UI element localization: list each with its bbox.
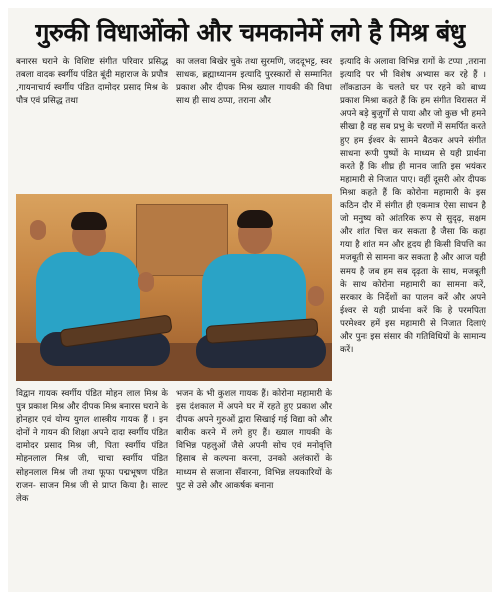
column-1-top-text: बनारस घराने के विशिष्ट संगीत परिवार प्रसिद्ध तबला वादक स्वर्गीय पंडित बूंदी महाराज के प्रपौत्र ,गायनाचार्य स्वर्गीय पंडित दामोदर प्रसाद मिश्र के पौत्र एवं प्रसिद्ध तथा (16, 57, 168, 107)
column-2-top-text: का जलवा बिखेर चुके तथा सुरमणि, जददूभट्ट, स्वर साधक, ब्रह्माध्यानम इत्यादि पुरस्कारों से सम्मानित प्रकाश और दीपक मिश्र ख्याल गायकी की विधा साथ ही साथ ठप्पा, तराना और (176, 57, 332, 107)
column-3-text: इत्यादि के अलावा विभिन्न रागों के टप्पा ,तराना इत्यादि पर भी विशेष अभ्यास कर रहे हैं । लॉकडाउन के चलते घर पर रहने को बाध्य प्रकाश मिश्रा कहते हैं कि हम संगीत विरासत में अपने बड़े बुजुर्गों से पाया और जो कुछ भी हमने सीखा है वह सब प्रभु के चरणों में समर्पित करते हुए हम ईश्वर के सामने बैठकर अपने संगीत साधना रूपी पुष्पों के माध्यम से यही प्रार्थना करते हैं कि शीघ्र ही मानव जाति इस भयंकर महामारी से निजात पाए। वहीं दूसरी ओर दीपक मिश्रा कहते हैं कि कोरोना महामारी के इस कठिन दौर में संगीत ही एकमात्र ऐसा साधन है जो मनुष्य को आंतरिक रूप से सुदृढ़, सक्षम और शांत चित्त कर सकता है जैसा कि कहा गया है शांत मन और हृदय ही किसी विपत्ति का मजबूती से सामना कर सकता है और आज यही समय है जब हम सब दृढ़ता के साथ, मजबूती के साथ कोरोना महामारी का सामना करें, सरकार के निर्देशों का पालन करें और अपने ईश्वर से यही प्रार्थना करें कि हे परमपिता परमेश्वर हमें इस महामारी से निजात दिलाएं और पुनः इस संसार की गतिविधियों के सामान्य करें। (340, 57, 486, 356)
singers-photo (16, 194, 332, 381)
newspaper-clipping (8, 8, 492, 592)
column-2-bottom-text: भजन के भी कुशल गायक हैं। कोरोना महामारी के इस दंशकाल में अपने घर में रहते हुए प्रकाश और दीपक अपने गुरुओं द्वारा सिखाई गई विद्या को और बारीक करने में लगे हुए हैं। ख्याल गायकी के विभिन्न पहलुओं जैसे अपनी सोच एवं मनोवृत्ति हिसाब से कल्पना करना, उनको अलंकारों के माध्यम से सजाना सँवारना, विभिन्न लयकारियों के पुट से उसे और आकर्षक बनाना (176, 389, 332, 491)
column-1-bottom-text: विद्वान गायक स्वर्गीय पंडित मोहन लाल मिश्र के पुत्र प्रकाश मिश्र और दीपक मिश्र बनारस घराने के होनहार एवं योग्य युगल शास्त्रीय गायक हैं । इन दोनों ने गायन की शिक्षा अपने दादा स्वर्गीय पंडित दामोदर प्रसाद मिश्र जी, पिता स्वर्गीय पंडित मोहनलाल मिश्र जी, चाचा स्वर्गीय पंडित सोहनलाल मिश्र जी तथा फूफा पद्मभूषण पंडित राजन- साजन मिश्र जी से प्राप्त किया है। साल्ट लेक (16, 389, 168, 504)
headline: गुरुकी विधाओंको और चमकानेमें लगे है मिश्र बंधु (35, 18, 465, 47)
